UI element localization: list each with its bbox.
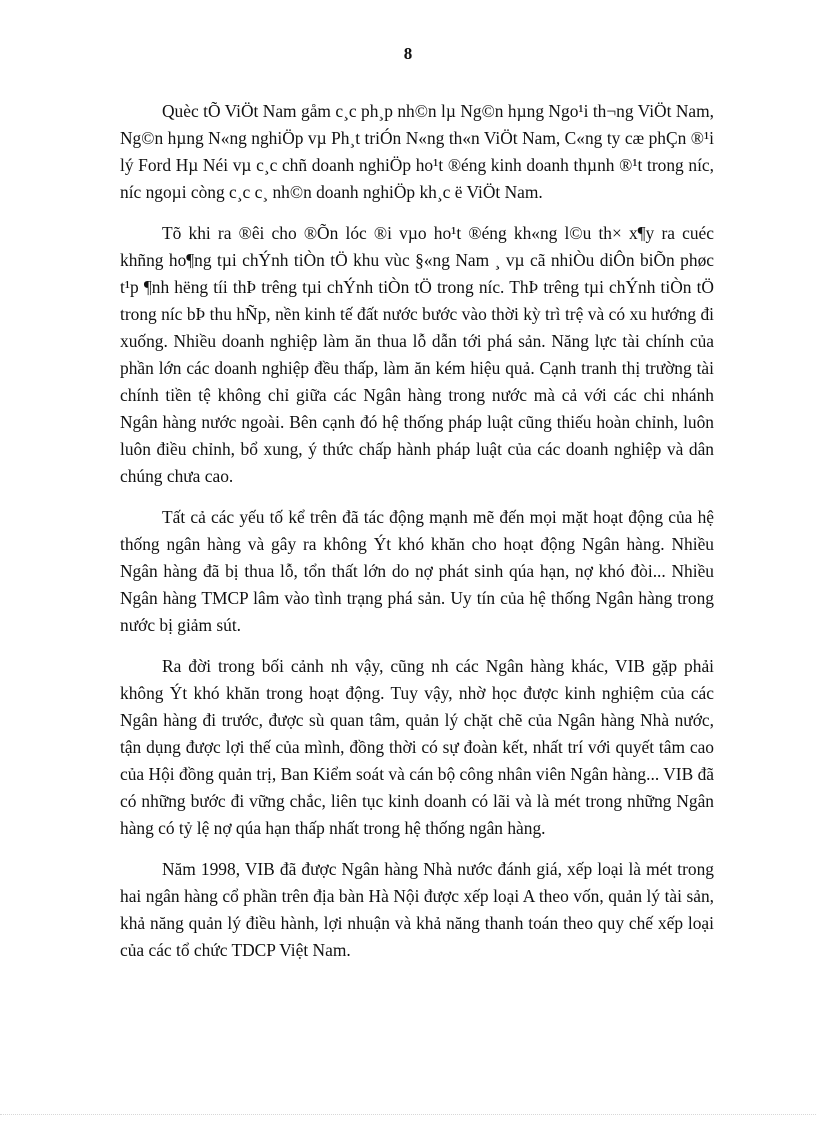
document-body [120,98,714,978]
paragraph-1: Quèc tÕ ViÖt Nam gåm c¸c ph¸p nh©n lµ Ng©n hµng Ngo¹i th¬ng ViÖt Nam, Ng©n hµng N«ng nghiÖp vµ Ph¸t triÓn N«ng th«n ViÖt Nam, C«ng ty cæ phÇn ®¹i lý Ford Hµ Néi vµ c¸c chñ doanh nghiÖp ho¹t ®éng kinh doanh thµnh ®¹t trong níc, níc ngoµi còng c¸c c¸ nh©n doanh nghiÖp kh¸c ë ViÖt Nam. [120,101,714,202]
page-bottom-divider [0,1114,816,1115]
paragraph-2: Tõ khi ra ®êi cho ®Õn lóc ®i vµo ho¹t ®éng kh«ng l©u th× x¶y ra cuéc khñng ho¶ng tµi chÝnh tiÒn tÖ khu vùc §«ng Nam ¸ vµ cã nhiÒu diÔn biÕn phøc t¹p ¶nh hëng tíi thÞ trêng tµi chÝnh tiÒn tÖ trong níc. ThÞ trêng tµi chÝnh tiÒn tÖ trong níc bÞ thu hÑp, nền kinh tế đất nước bước vào thời kỳ trì trệ và có xu hướng đi xuống. Nhiều doanh nghiệp làm ăn thua lỗ dẫn tới phá sản. Năng lực tài chính của phần lớn các doanh nghiệp đều thấp, làm ăn kém hiệu quả. Cạnh tranh thị trường tài chính tiền tệ không chỉ giữa các Ngân hàng trong nước mà cả với các chi nhánh Ngân hàng nước ngoài. Bên cạnh đó hệ thống pháp luật cũng thiếu hoàn chỉnh, luôn luôn điều chỉnh, bổ xung, ý thức chấp hành pháp luật của các doanh nghiệp và dân chúng chưa cao. [120,223,714,486]
page-number: 8 [403,44,413,63]
paragraph-3: Tất cả các yếu tố kể trên đã tác động mạnh mẽ đến mọi mặt hoạt động của hệ thống ngân hàng và gây ra không Ýt khó khăn cho hoạt động Ngân hàng. Nhiều Ngân hàng đã bị thua lỗ, tổn thất lớn do nợ phát sinh qúa hạn, nợ khó đòi... Nhiều Ngân hàng TMCP lâm vào tình trạng phá sản. Uy tín của hệ thống Ngân hàng trong nước bị giảm sút. [120,507,714,635]
paragraph-4: Ra đời trong bối cảnh nh vậy, cũng nh các Ngân hàng khác, VIB gặp phải không Ýt khó khăn trong hoạt động. Tuy vậy, nhờ học được kinh nghiệm của các Ngân hàng đi trước, được sù quan tâm, quản lý chặt chẽ của Ngân hàng Nhà nước, tận dụng được lợi thế của mình, đồng thời có sự đoàn kết, nhất trí với quyết tâm cao của Hội đồng quản trị, Ban Kiểm soát và cán bộ công nhân viên Ngân hàng... VIB đã có những bước đi vững chắc, liên tục kinh doanh có lãi và là mét trong những Ngân hàng có tỷ lệ nợ qúa hạn thấp nhất trong hệ thống ngân hàng. [120,656,714,838]
paragraph-5: Năm 1998, VIB đã được Ngân hàng Nhà nước đánh giá, xếp loại là mét trong hai ngân hàng cổ phần trên địa bàn Hà Nội được xếp loại A theo vốn, quản lý tài sản, khả năng quản lý điều hành, lợi nhuận và khả năng thanh toán theo quy chế xếp loại của các tổ chức TDCP Việt Nam. [120,859,714,960]
